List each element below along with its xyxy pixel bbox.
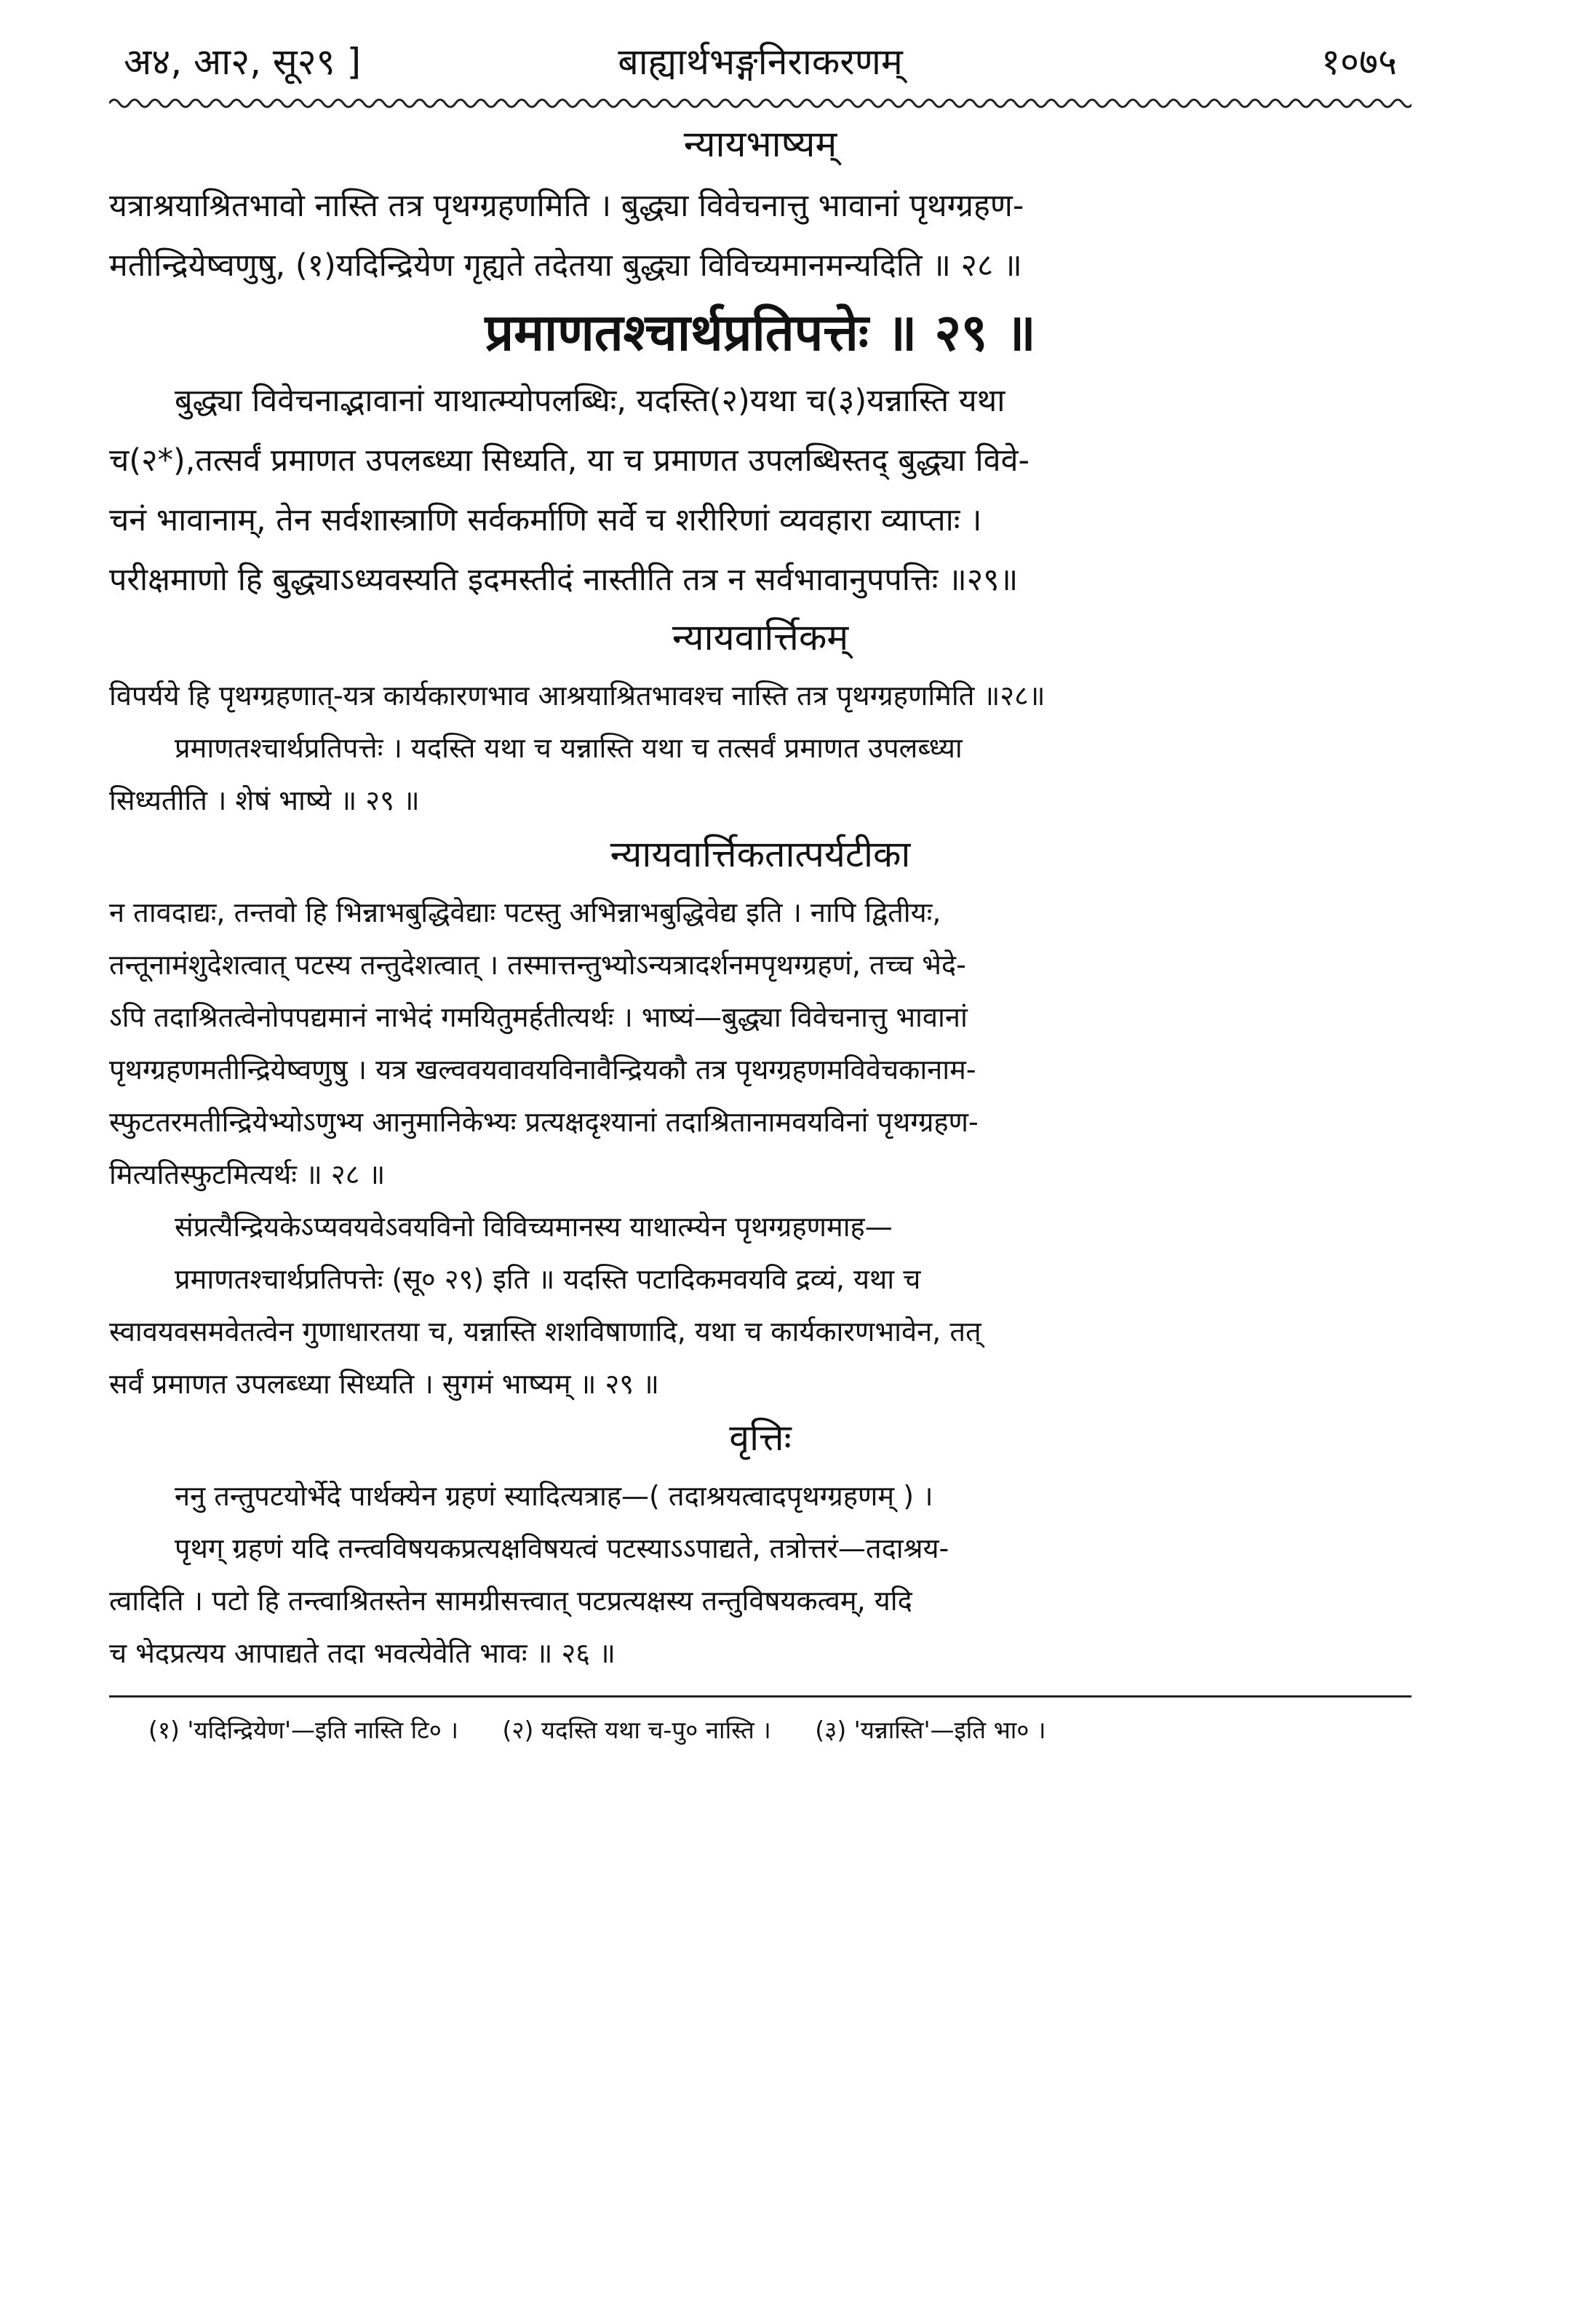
vritti-line: त्वादिति । पटो हि तन्त्वाश्रितस्तेन सामग्रीसत्त्वात् पटप्रत्यक्षस्य तन्तुविषयकत्वम्, यदि [109, 1585, 912, 1617]
bhashya-line: मतीन्द्रियेष्वणुषु, (१)यदिन्द्रियेण गृह्यते तदेतया बुद्ध्या विविच्यमानमन्यदिति ॥ २८ ॥ [109, 247, 1022, 284]
tika-line: स्वावयवसमवेतत्वेन गुणाधारतया च, यन्नास्ति शशविषाणादि, यथा च कार्यकारणभावेन, तत् [109, 1316, 981, 1348]
bhashya-heading: न्यायभाष्यम् [683, 123, 837, 165]
vritti-line: ननु तन्तुपटयोर्भेदे पार्थक्येन ग्रहणं स्यादित्यत्राह—( तदाश्रयत्वादपृथग्ग्रहणम् ) । [175, 1480, 933, 1512]
vritti-line: पृथग् ग्रहणं यदि तन्त्वविषयकप्रत्यक्षविषयत्वं पटस्याऽऽपाद्यते, तत्रोत्तरं—तदाश्रय- [175, 1532, 949, 1564]
footnote-divider [109, 1695, 1411, 1698]
page-header [109, 29, 1411, 95]
vritti-line: च भेदप्रत्यय आपाद्यते तदा भवत्येवेति भावः ॥ २६ ॥ [109, 1637, 616, 1669]
bhashya-commentary-line: बुद्ध्या विवेचनाद्भावानां याथात्म्योपलब्धिः, यदस्ति(२)यथा च(३)यन्नास्ति यथा [175, 383, 1005, 419]
vartika-line: प्रमाणतश्चार्थप्रतिपत्तेः । यदस्ति यथा च यन्नास्ति यथा च तत्सर्वं प्रमाणत उपलब्ध्या [175, 732, 963, 764]
tika-line: प्रमाणतश्चार्थप्रतिपत्तेः (सू० २९) इति ॥ यदस्ति पटादिकमवयवि द्रव्यं, यथा च [175, 1263, 921, 1295]
page [109, 29, 1411, 1748]
tika-line: सर्वं प्रमाणत उपलब्ध्या सिध्यति । सुगमं भाष्यम् ॥ २९ ॥ [109, 1368, 659, 1400]
vritti-heading: वृत्तिः [729, 1417, 792, 1459]
bhashya-line: यत्राश्रयाश्रितभावो नास्ति तत्र पृथग्ग्रहणमिति । बुद्ध्या विवेचनात्तु भावानां पृथग्ग्रहण- [109, 188, 1024, 224]
chapter-reference: अ४, आ२, सू२९ ] [124, 41, 362, 83]
running-title: बाह्यार्थभङ्गनिराकरणम् [618, 41, 903, 83]
tika-line: संप्रत्यैन्द्रियकेऽप्यवयवेऽवयविनो विविच्यमानस्य याथात्म्येन पृथग्ग्रहणमाह— [175, 1211, 893, 1243]
vartika-heading: न्यायवार्त्तिकम् [672, 616, 849, 658]
tika-line: न तावदाद्यः, तन्तवो हि भिन्नाभबुद्धिवेद्याः पटस्तु अभिन्नाभबुद्धिवेद्य इति । नापि द्वितीयः, [109, 896, 941, 928]
tika-line: तन्तूनामंशुदेशत्वात् पटस्य तन्तुदेशत्वात् । तस्मात्तन्तुभ्योऽन्यत्रादर्शनमपृथग्ग्रहणं, तच्च भेदे- [109, 949, 966, 981]
tika-line: मित्यतिस्फुटमित्यर्थः ॥ २८ ॥ [109, 1158, 386, 1190]
footnote: (२) यदस्ति यथा च-पु० नास्ति । [502, 1716, 771, 1744]
bhashya-commentary-line: चनं भावानाम्, तेन सर्वशास्त्राणि सर्वकर्माणि सर्वे च शरीरिणां व्यवहारा व्याप्ताः । [109, 502, 982, 538]
tika-heading: न्यायवार्त्तिकतात्पर्यटीका [610, 833, 911, 875]
tika-line: पृथग्ग्रहणमतीन्द्रियेष्वणुषु । यत्र खल्ववयवावयविनावैन्द्रियकौ तत्र पृथग्ग्रहणमविवेचकानाम- [109, 1054, 976, 1086]
footnotes [109, 1712, 1411, 1748]
bhashya-commentary-line: च(२*),तत्सर्वं प्रमाणत उपलब्ध्या सिध्यति, या च प्रमाणत उपलब्धिस्तद् बुद्ध्या विवे- [109, 442, 1030, 479]
page-number: १०७५ [1321, 41, 1397, 83]
footnote: (३) 'यन्नास्ति'—इति भा० । [815, 1716, 1046, 1744]
sutra-text: प्रमाणतश्चार्थप्रतिपत्तेः ॥ २९ ॥ [485, 303, 1036, 362]
bhashya-commentary-line: परीक्षमाणो हि बुद्ध्याऽध्यवस्यति इदमस्तीदं नास्तीति तत्र न सर्वभावानुपपत्तिः ॥२९॥ [109, 562, 1019, 598]
tika-line: ऽपि तदाश्रितत्वेनोपपद्यमानं नाभेदं गमयितुमर्हतीत्यर्थः । भाष्यं—बुद्ध्या विवेचनात्तु भावानां [109, 1001, 968, 1033]
vartika-line: विपर्यये हि पृथग्ग्रहणात्-यत्र कार्यकारणभाव आश्रयाश्रितभावश्च नास्ति तत्र पृथग्ग्रहणमिति ॥२८॥ [109, 680, 1046, 712]
vartika-line: सिध्यतीति । शेषं भाष्ये ॥ २९ ॥ [109, 784, 420, 816]
header-wavy-rule [109, 95, 1411, 112]
footnote: (१) 'यदिन्द्रियेण'—इति नास्ति टि० । [148, 1716, 458, 1744]
tika-line: स्फुटतरमतीन्द्रियेभ्योऽणुभ्य आनुमानिकेभ्यः प्रत्यक्षदृश्यानां तदाश्रितानामवयविनां पृथग्ग्रहण- [109, 1106, 979, 1138]
